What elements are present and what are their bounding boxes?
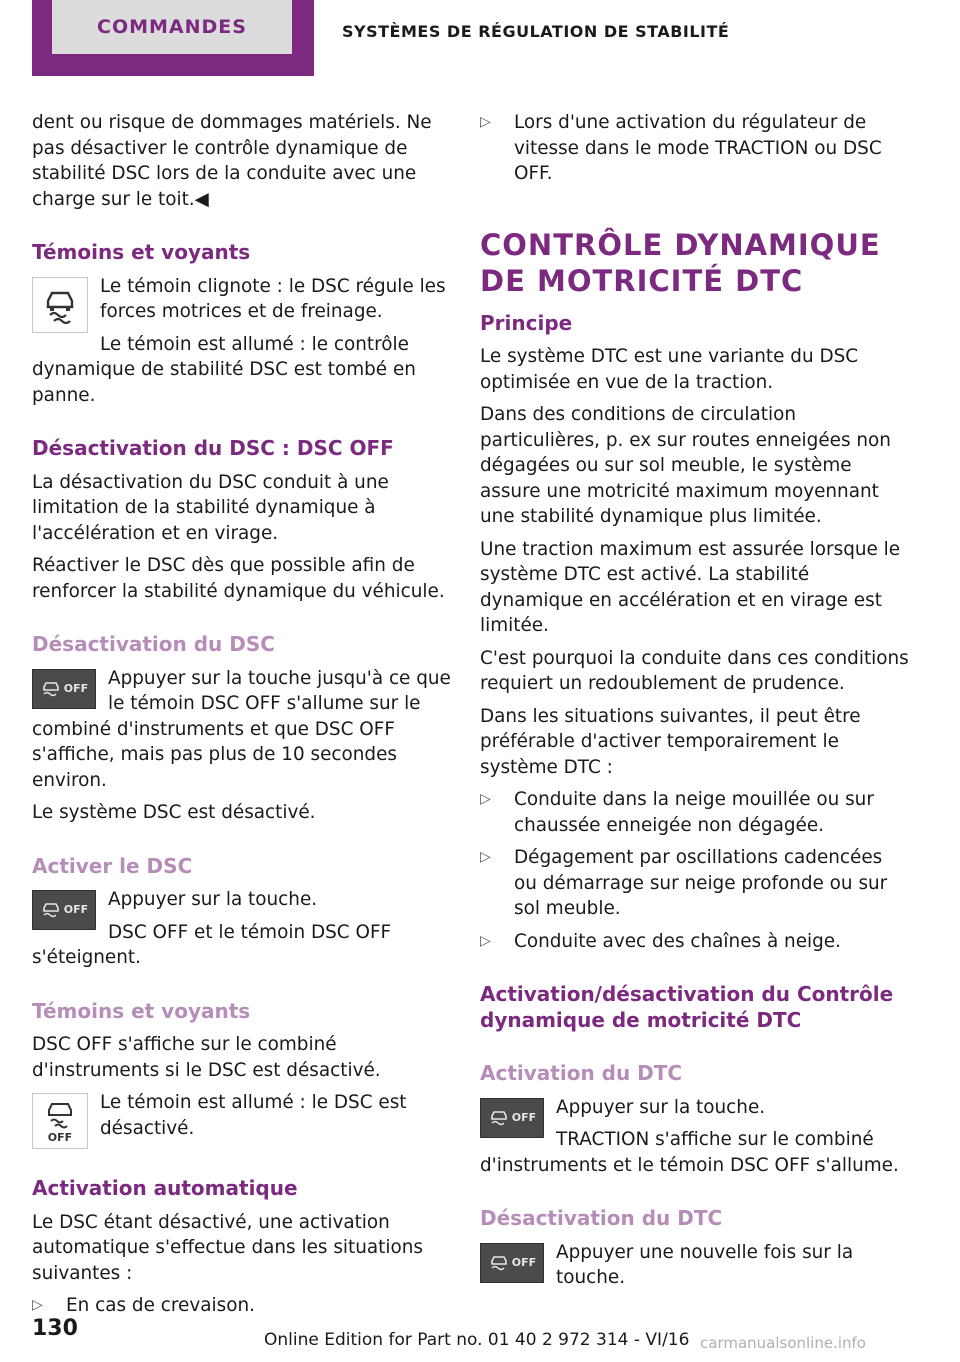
activer-text-2: DSC OFF et le témoin DSC OFF s'éteignent.	[32, 921, 392, 968]
activation-text-1: Appuyer sur la touche.	[556, 1096, 766, 1118]
temoins2-text-2: Le témoin est allumé : le DSC est désactivé.	[100, 1092, 407, 1139]
heading-activer-dsc: Activer le DSC	[32, 853, 193, 878]
heading-activation-dtc: Activation du DTC	[480, 1061, 683, 1085]
desact-off-text-2: Réactiver le DSC dès que possible afin de renforcer la stabilité dynamique du véhicule.	[32, 555, 445, 602]
list-item: ▷ Lors d'une activation du régulateur de vitesse dans le mode TRACTION ou DSC OFF.	[480, 110, 910, 187]
chapter-tab-label: COMMANDES	[52, 0, 292, 54]
temoins1-text-1: Le témoin clignote : le DSC régule les forces motrices et de freinage.	[100, 275, 446, 322]
page-number: 130	[32, 1316, 78, 1341]
desact-text-1: Appuyer sur la touche jusqu'à ce que le témoin DSC OFF s'allume sur le combiné d'instruments et que DSC OFF s'affiche, mais pas plus de 10 secondes environ.	[32, 667, 451, 791]
activation-text-2: TRACTION s'affiche sur le combiné d'instruments et le témoin DSC OFF s'allume.	[480, 1129, 899, 1176]
heading-activation-desactivation: Activation/désactivation du Contrôle dynamique de motricité DTC	[480, 982, 894, 1032]
watermark: carmanualsonline.info	[700, 1334, 866, 1352]
list-item: ▷ Conduite avec des chaînes à neige.	[480, 929, 910, 955]
heading-temoins-voyants-2: Témoins et voyants	[32, 998, 251, 1023]
situations-list	[480, 787, 910, 954]
desact-off-text-1: La désactivation du DSC conduit à une limitation de la stabilité dynamique à l'accélération et en virage.	[32, 471, 389, 544]
section-title: SYSTÈMES DE RÉGULATION DE STABILITÉ	[342, 22, 730, 41]
dsc-off-lamp-icon	[32, 1093, 88, 1149]
icon-row-dsc-off-button	[32, 666, 452, 826]
icon-row-dsc-warning	[32, 274, 452, 409]
list-item: ▷ En cas de crevaison.	[32, 1293, 452, 1319]
dsc-off-button-icon	[32, 669, 96, 709]
heading-temoins-voyants: Témoins et voyants	[32, 240, 251, 264]
desact-text-2: Le système DSC est désactivé.	[32, 802, 316, 823]
dsc-off-button-icon	[480, 1243, 544, 1283]
off-label: OFF	[511, 1110, 537, 1124]
principe-text-4: C'est pourquoi la conduite dans ces conditions requiert un redoublement de prudence.	[480, 647, 909, 694]
heading-activation-automatique: Activation automatique	[32, 1176, 298, 1200]
icon-row-desactivation-dtc	[480, 1240, 910, 1298]
principe-text-5: Dans les situations suivantes, il peut être préférable d'activer temporairement le système DTC :	[480, 705, 861, 778]
auto-list	[32, 1293, 452, 1319]
heading-principe: Principe	[480, 310, 573, 335]
list-item: ▷ Conduite dans la neige mouillée ou sur chaussée enneigée non dégagée.	[480, 787, 910, 838]
list-item: ▷ Dégagement par oscillations cadencées ou démarrage sur neige profonde ou sur sol meuble.	[480, 845, 910, 922]
heading-dtc: CONTRÔLE DYNAMIQUE DE MOTRICITÉ DTC	[480, 227, 881, 298]
temoins1-text-2: Le témoin est allumé : le contrôle dynamique de stabilité DSC est tombé en panne.	[32, 333, 416, 406]
principe-text-3: Une traction maximum est assurée lorsque le système DTC est activé. La stabilité dynamique en accélération et en virage est limitée.	[480, 538, 901, 636]
svg-text:OFF: OFF	[47, 1131, 73, 1144]
principe-text-2: Dans des conditions de circulation particulières, p. ex sur routes enneigées non dégagées ou sur sol meuble, le système assure une motricité maximum moyennant une stabilité dynamique plus limitée.	[480, 404, 891, 527]
icon-row-activation-dtc	[480, 1095, 910, 1179]
activer-text-1: Appuyer sur la touche.	[108, 889, 318, 910]
desactivation-text-1: Appuyer une nouvelle fois sur la touche.	[556, 1241, 854, 1288]
chapter-tab	[32, 0, 314, 76]
heading-desactivation-dtc: Désactivation du DTC	[480, 1206, 723, 1230]
off-label: OFF	[63, 681, 89, 695]
icon-row-dsc-off-lamp	[32, 1090, 452, 1148]
heading-desactivation-dsc-off: Désactivation du DSC : DSC OFF	[32, 436, 394, 460]
auto-text: Le DSC étant désactivé, une activation automatique s'effectue dans les situations suivantes :	[32, 1211, 423, 1284]
dsc-off-button-icon	[480, 1098, 544, 1138]
top-list	[480, 110, 910, 187]
temoins2-text-1: DSC OFF s'affiche sur le combiné d'instruments si le DSC est désactivé.	[32, 1034, 381, 1081]
left-column	[32, 110, 452, 1326]
edition-footer: Online Edition for Part no. 01 40 2 972 314 - VI/16	[264, 1330, 690, 1350]
icon-row-activer	[32, 887, 452, 971]
right-column	[480, 110, 910, 1298]
intro-paragraph: dent ou risque de dommages matériels. Ne pas désactiver le contrôle dynamique de stabilité DSC lors de la conduite avec une charge sur le toit.◀	[32, 112, 432, 210]
off-label: OFF	[511, 1255, 537, 1269]
principe-text-1: Le système DTC est une variante du DSC optimisée en vue de la traction.	[480, 346, 859, 393]
off-label: OFF	[63, 903, 89, 917]
heading-desactivation-dsc: Désactivation du DSC	[32, 632, 275, 656]
dsc-off-button-icon	[32, 890, 96, 930]
dsc-warning-icon	[32, 277, 88, 333]
